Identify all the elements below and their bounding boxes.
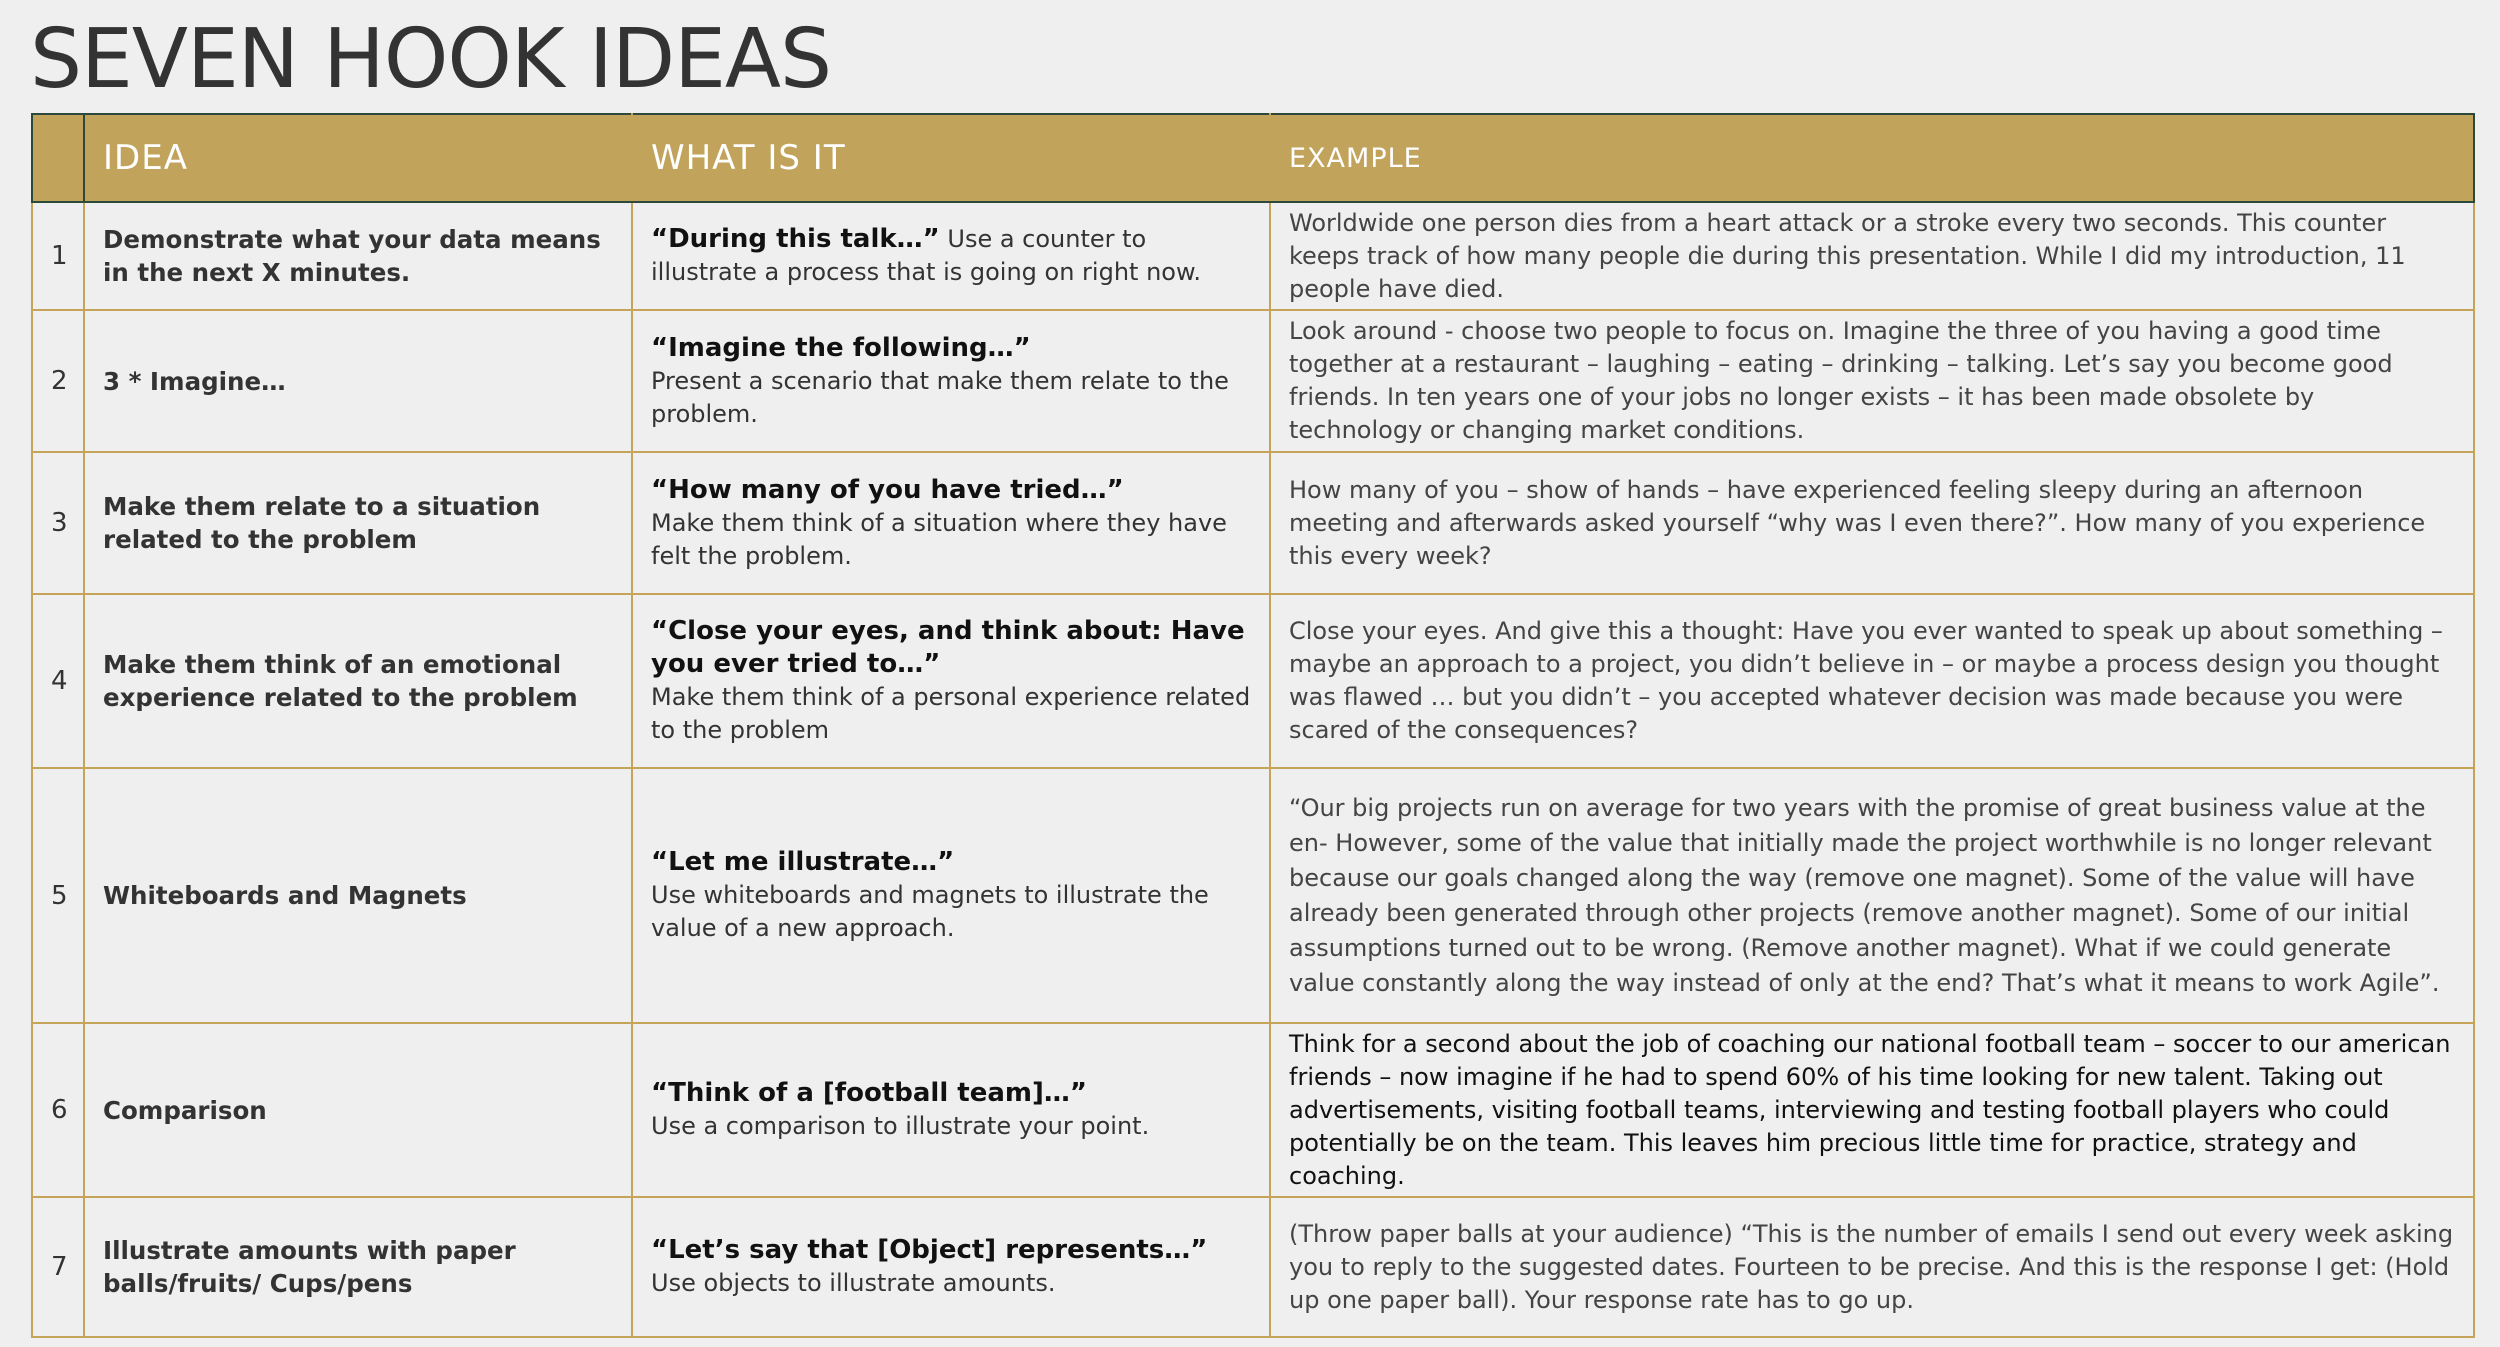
what-is-it-cell (632, 594, 1270, 768)
what-is-it-cell (632, 768, 1270, 1023)
row-number: 6 (32, 1023, 84, 1197)
hook-phrase: “Close your eyes, and think about: Have you ever tried to…” (651, 616, 1245, 679)
table-row (32, 1197, 2474, 1337)
example-cell: Think for a second about the job of coaching our national football team – soccer to our american friends – now imagine if he had to spend 60% of his time looking for new talent. Taking out advertisements, visiting football teams, interviewing and testing football players who could potentially be on the team. This leaves him precious little time for practice, strategy and coaching. (1270, 1023, 2474, 1197)
hook-phrase: “Imagine the following…” (651, 332, 1031, 363)
idea-cell: Whiteboards and Magnets (84, 768, 632, 1023)
table-row (32, 768, 2474, 1023)
idea-cell: Comparison (84, 1023, 632, 1197)
column-header-number (32, 114, 84, 202)
what-description: Use a comparison to illustrate your point. (651, 1112, 1150, 1140)
column-header-example: EXAMPLE (1270, 114, 2474, 202)
table-row (32, 594, 2474, 768)
what-is-it-cell (632, 310, 1270, 452)
idea-cell: Make them think of an emotional experience related to the problem (84, 594, 632, 768)
table-row (32, 452, 2474, 594)
hook-ideas-table (31, 113, 2475, 1338)
idea-cell: Demonstrate what your data means in the next X minutes. (84, 202, 632, 310)
idea-cell: 3 * Imagine… (84, 310, 632, 452)
row-number: 7 (32, 1197, 84, 1337)
row-number: 1 (32, 202, 84, 310)
row-number: 2 (32, 310, 84, 452)
page-title: SEVEN HOOK IDEAS (30, 12, 832, 107)
hook-phrase: “Let’s say that [Object] represents…” (651, 1235, 1208, 1265)
row-number: 4 (32, 594, 84, 768)
table-header-row (32, 114, 2474, 202)
table-row (32, 1023, 2474, 1197)
hook-phrase: “During this talk…” (651, 224, 940, 254)
example-cell: Look around - choose two people to focus on. Imagine the three of you having a good time together at a restaurant – laughing – eating – drinking – talking. Let’s say you become good friends. In ten years one of your jobs no longer exists – it has been made obsolete by technology or changing market conditions. (1270, 310, 2474, 452)
what-is-it-cell (632, 1023, 1270, 1197)
what-is-it-cell (632, 202, 1270, 310)
column-header-what-is-it: WHAT IS IT (632, 114, 1270, 202)
table-row (32, 202, 2474, 310)
example-cell: Worldwide one person dies from a heart attack or a stroke every two seconds. This counter keeps track of how many people die during this presentation. While I did my introduction, 11 people have died. (1270, 202, 2474, 310)
hook-phrase: “Let me illustrate…” (651, 847, 955, 877)
row-number: 3 (32, 452, 84, 594)
column-header-idea: IDEA (84, 114, 632, 202)
example-cell: Close your eyes. And give this a thought: Have you ever wanted to speak up about something – maybe an approach to a project, you didn’t believe in – or maybe a process design you thought was flawed … but you didn’t – you accepted whatever decision was made because you were scared of the consequences? (1270, 594, 2474, 768)
hook-phrase: “Think of a [football team]…” (651, 1078, 1087, 1108)
table-row (32, 310, 2474, 452)
what-description: Use whiteboards and magnets to illustrate the value of a new approach. (651, 881, 1209, 942)
what-is-it-cell (632, 1197, 1270, 1337)
example-cell: “Our big projects run on average for two years with the promise of great business value at the en- However, some of the value that initially made the project worthwhile is no longer relevant because our goals changed along the way (remove one magnet). Some of the value will have already been generated through other projects (remove another magnet). Some of our initial assumptions turned out to be wrong. (Remove another magnet). What if we could generate value constantly along the way instead of only at the end? That’s what it means to work Agile”. (1270, 768, 2474, 1023)
example-cell: How many of you – show of hands – have experienced feeling sleepy during an afternoon meeting and afterwards asked yourself “why was I even there?”. How many of you experience this every week? (1270, 452, 2474, 594)
what-description: Use objects to illustrate amounts. (651, 1269, 1056, 1297)
what-description: Make them think of a personal experience related to the problem (651, 683, 1251, 744)
row-number: 5 (32, 768, 84, 1023)
idea-cell: Make them relate to a situation related to the problem (84, 452, 632, 594)
hook-phrase: “How many of you have tried…” (651, 474, 1124, 505)
example-cell: (Throw paper balls at your audience) “This is the number of emails I send out every week asking you to reply to the suggested dates. Fourteen to be precise. And this is the response I get: (Hold up one paper ball). Your response rate has to go up. (1270, 1197, 2474, 1337)
what-description: Present a scenario that make them relate to the problem. (651, 366, 1229, 428)
what-description: Make them think of a situation where they have felt the problem. (651, 508, 1227, 570)
idea-cell: Illustrate amounts with paper balls/fruits/ Cups/pens (84, 1197, 632, 1337)
what-description: Use a counter to illustrate a process that is going on right now. (651, 225, 1202, 286)
what-is-it-cell (632, 452, 1270, 594)
